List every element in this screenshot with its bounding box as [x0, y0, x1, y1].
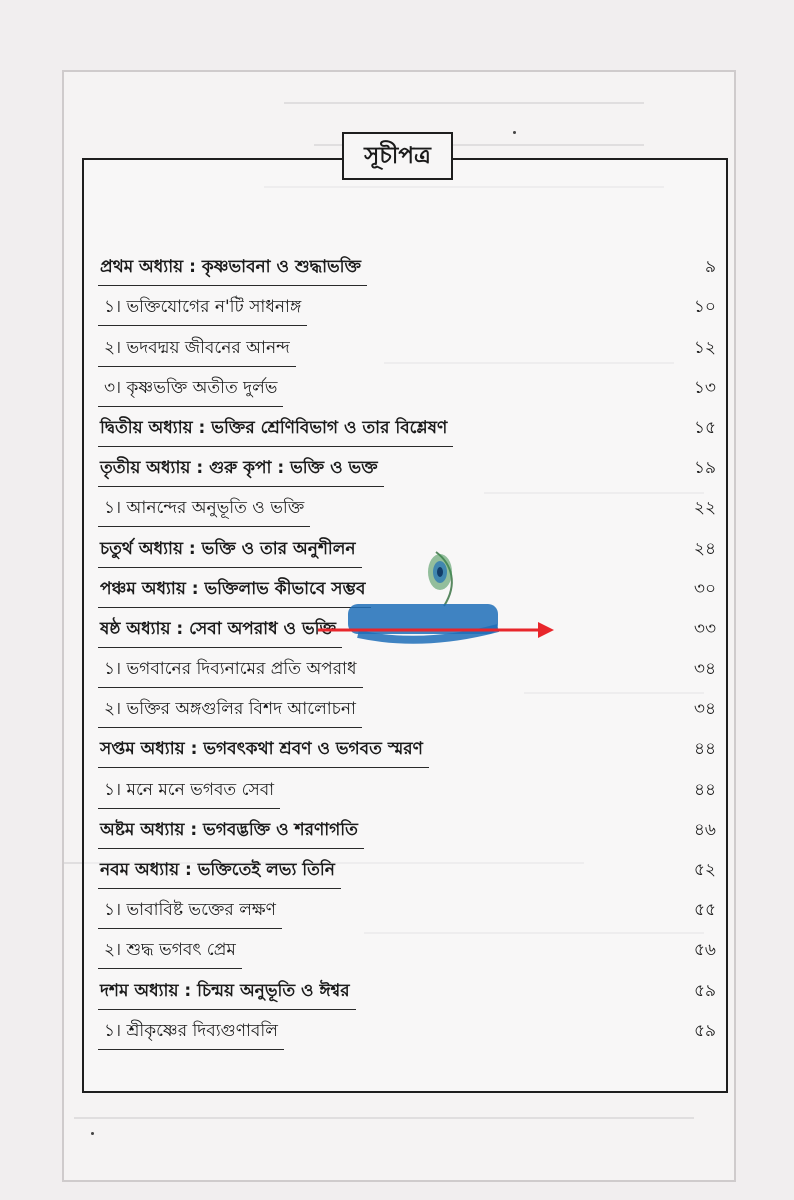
- toc-title: সূচীপত্র: [342, 132, 453, 180]
- toc-entry-title: প্রথম অধ্যায় : কৃষ্ণভাবনা ও শুদ্ধাভক্তি: [100, 254, 367, 286]
- toc-chapter-entry: [100, 568, 716, 608]
- toc-entry-title: ১। ভক্তিযোগের ন'টি সাধনাঙ্গ: [100, 294, 307, 326]
- bleed-through-line: [284, 102, 644, 104]
- toc-subsection-entry: [100, 768, 716, 808]
- toc-subsection-entry: [100, 648, 716, 688]
- toc-page-number: ১২: [693, 337, 716, 358]
- toc-entry-title: অষ্টম অধ্যায় : ভগবদ্ভক্তি ও শরণাগতি: [100, 817, 364, 849]
- bleed-through-line: [74, 1117, 694, 1119]
- toc-chapter-entry: [100, 407, 716, 447]
- toc-entry-title: ৩। কৃষ্ণভক্তি অতীত দুর্লভ: [100, 375, 283, 407]
- toc-page-number: ৪৪: [693, 779, 716, 800]
- toc-subsection-entry: [100, 889, 716, 929]
- toc-chapter-entry: [100, 608, 716, 648]
- toc-chapter-entry: [100, 527, 716, 567]
- toc-page-number: ৯: [704, 257, 716, 278]
- toc-subsection-entry: [100, 286, 716, 326]
- toc-subsection-entry: [100, 367, 716, 407]
- toc-page-number: ২৪: [693, 538, 716, 559]
- toc-page-number: ৩৪: [693, 699, 716, 720]
- toc-entry-title: চতুর্থ অধ্যায় : ভক্তি ও তার অনুশীলন: [100, 536, 362, 568]
- toc-subsection-entry: [100, 326, 716, 366]
- toc-chapter-entry: [100, 246, 716, 286]
- toc-page-number: ১৩: [693, 377, 716, 398]
- toc-page-number: ৫৬: [693, 940, 716, 961]
- toc-page-number: ৪৪: [693, 739, 716, 760]
- toc-page-number: ৩৩: [693, 618, 716, 639]
- toc-entry-title: নবম অধ্যায় : ভক্তিতেই লভ্য তিনি: [100, 857, 341, 889]
- toc-page-number: ৫৯: [693, 1020, 716, 1041]
- toc-page-number: ৫৯: [693, 980, 716, 1001]
- toc-entry-title: ১। মনে মনে ভগবত সেবা: [100, 777, 280, 809]
- toc-entry-title: সপ্তম অধ্যায় : ভগবৎকথা শ্রবণ ও ভগবত স্মরণ: [100, 736, 429, 768]
- toc-page-number: ১০: [693, 297, 716, 318]
- toc-page-number: ৪৬: [693, 819, 716, 840]
- toc-entry-title: তৃতীয় অধ্যায় : গুরু কৃপা : ভক্তি ও ভক্ত: [100, 455, 384, 487]
- toc-entry-title: ২। ভক্তির অঙ্গগুলির বিশদ আলোচনা: [100, 696, 362, 728]
- toc-list: [100, 246, 716, 1050]
- toc-entry-title: ১। ভাবাবিষ্ট ভক্তের লক্ষণ: [100, 897, 282, 929]
- toc-page-number: ৫২: [693, 860, 716, 880]
- toc-entry-title: ১। আনন্দের অনুভূতি ও ভক্তি: [100, 495, 310, 527]
- toc-chapter-entry: [100, 969, 716, 1009]
- toc-page-number: ১৯: [693, 458, 716, 479]
- toc-entry-title: ২। ভদবদ্ময় জীবনের আনন্দ: [100, 335, 296, 367]
- toc-chapter-entry: [100, 728, 716, 768]
- toc-entry-title: দশম অধ্যায় : চিন্ময় অনুভূতি ও ঈশ্বর: [100, 978, 356, 1010]
- toc-entry-title: ১। ভগবানের দিব্যনামের প্রতি অপরাধ: [100, 656, 363, 688]
- toc-entry-title: ২। শুদ্ধ ভগবৎ প্রেম: [100, 937, 242, 969]
- toc-subsection-entry: [100, 929, 716, 969]
- toc-entry-title: পঞ্চম অধ্যায় : ভক্তিলাভ কীভাবে সম্ভব: [100, 576, 371, 608]
- toc-subsection-entry: [100, 1010, 716, 1050]
- ink-speck: [513, 131, 516, 134]
- toc-chapter-entry: [100, 447, 716, 487]
- toc-chapter-entry: [100, 809, 716, 849]
- toc-page-number: ৩০: [693, 578, 716, 599]
- ink-speck: [91, 1132, 94, 1135]
- toc-subsection-entry: [100, 688, 716, 728]
- toc-entry-title: ষষ্ঠ অধ্যায় : সেবা অপরাধ ও ভক্তি: [100, 616, 342, 648]
- toc-entry-title: দ্বিতীয় অধ্যায় : ভক্তির শ্রেণিবিভাগ ও তার বিশ্লেষণ: [100, 415, 453, 447]
- toc-page-number: ৩৪: [693, 659, 716, 680]
- toc-page-number: ২২: [693, 498, 716, 519]
- toc-chapter-entry: [100, 849, 716, 889]
- toc-entry-title: ১। শ্রীকৃষ্ণের দিব্যগুণাবলি: [100, 1018, 284, 1050]
- toc-subsection-entry: [100, 487, 716, 527]
- toc-page-number: ১৫: [693, 417, 716, 438]
- toc-page-number: ৫৫: [693, 900, 716, 921]
